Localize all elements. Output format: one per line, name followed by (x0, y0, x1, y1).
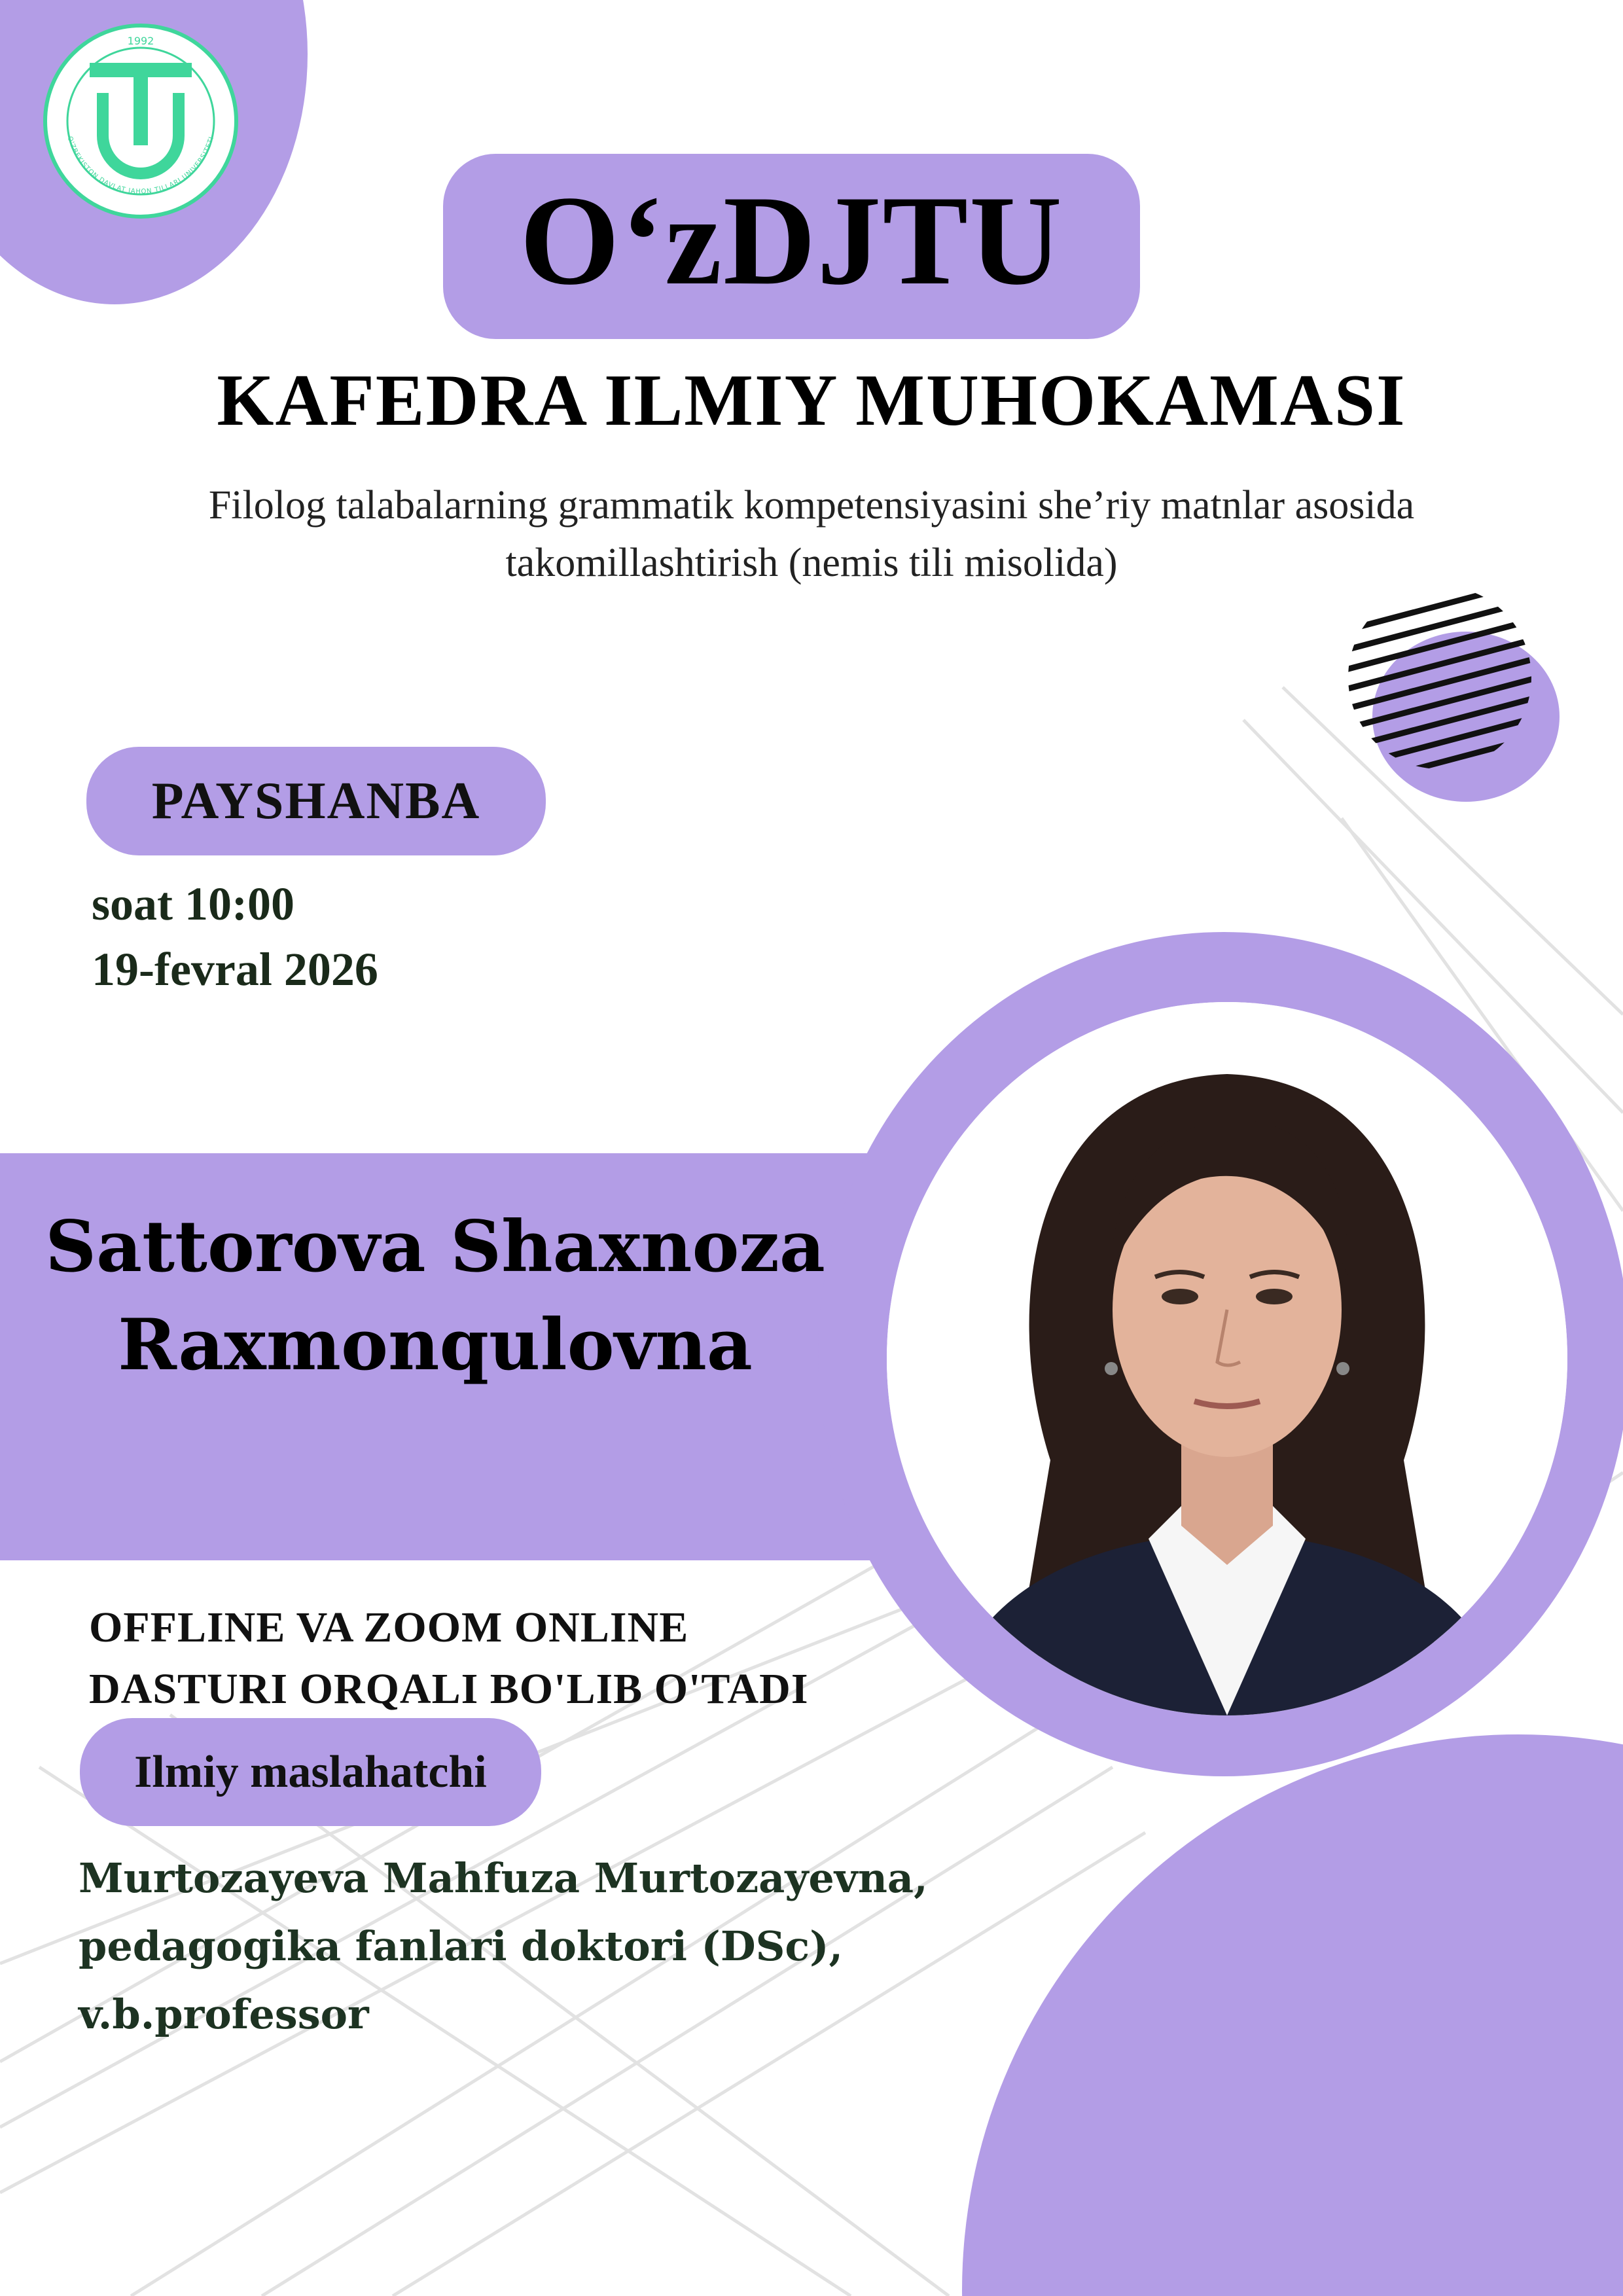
research-topic (92, 476, 1531, 592)
event-format (89, 1597, 1005, 1720)
speaker-name-line-1: Sattorova Shaxnoza (45, 1206, 825, 1288)
day-label: PAYSHANBA (151, 772, 481, 830)
advisor-degree: pedagogika fanlari doktori (DSc), (79, 1922, 844, 1970)
topic-line-2: takomillashtirish (nemis tili misolida) (505, 541, 1118, 585)
university-logo-icon (41, 21, 241, 221)
advisor-title: v.b.professor (79, 1990, 369, 2038)
title-pill (443, 154, 1140, 339)
day-badge (86, 747, 546, 855)
hatched-circle-decoration (1342, 583, 1538, 772)
speaker-name (26, 1198, 844, 1394)
format-line-1: OFFLINE VA ZOOM ONLINE (89, 1604, 689, 1651)
speaker-name-line-2: Raxmonqulovna (118, 1304, 753, 1386)
event-time: soat 10:00 (92, 878, 294, 930)
topic-line-1: Filolog talabalarning grammatik kompetensiyasini she’riy matnlar asosida (208, 483, 1415, 528)
advisor-details (79, 1844, 1060, 2049)
event-subtitle: KAFEDRA ILMIY MUHOKAMASI (217, 360, 1406, 441)
advisor-badge (80, 1718, 541, 1826)
format-line-2: DASTURI ORQALI BO'LIB O'TADI (89, 1665, 809, 1713)
logo-ring-text: O'ZBEKISTON DAVLAT JAHON TILLARI UNIVERSITETI (65, 135, 216, 196)
page-title: O‘zDJTU (520, 170, 1063, 312)
advisor-name: Murtozayeva Mahfuza Murtozayevna, (79, 1854, 928, 1902)
logo-year: 1992 (127, 35, 154, 47)
advisor-label: Ilmiy maslahatchi (134, 1746, 487, 1797)
event-date: 19-fevral 2026 (92, 943, 378, 996)
